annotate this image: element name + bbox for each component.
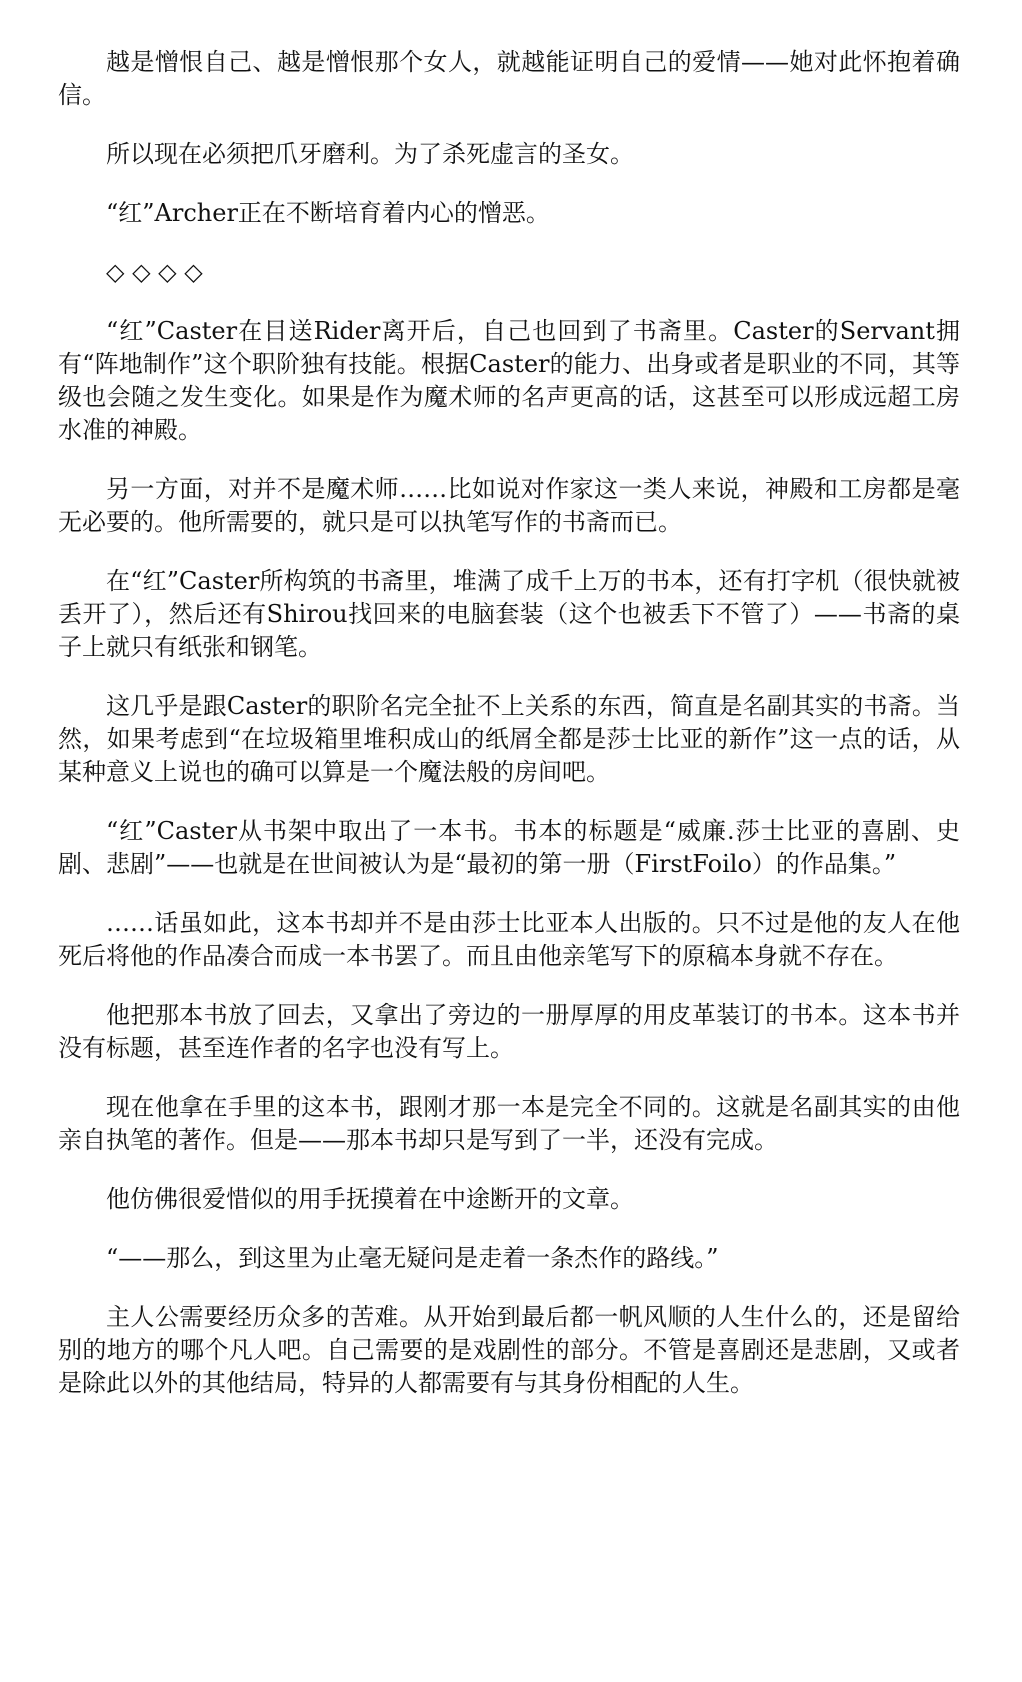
paragraph-2: 所以现在必须把爪牙磨利。为了杀死虚言的圣女。	[106, 140, 634, 168]
paragraph-3: “红”Archer正在不断培育着内心的憎恶。	[106, 199, 550, 227]
paragraph-9: ……话虽如此，这本书却并不是由莎士比亚本人出版的。只不过是他的友人在他死后将他的作品凑合而成一本书罢了。而且由他亲笔写下的原稿本身就不存在。	[58, 909, 960, 970]
paragraph-7: 这几乎是跟Caster的职阶名完全扯不上关系的东西，简直是名副其实的书斋。当然，如果考虑到“在垃圾箱里堆积成山的纸屑全都是莎士比亚的新作”这一点的话，从某种意义上说也的确可以算是一个魔法般的房间吧。	[58, 692, 960, 786]
document-page	[58, 46, 960, 1426]
paragraph-12: 他仿佛很爱惜似的用手抚摸着在中途断开的文章。	[106, 1185, 634, 1213]
paragraph-8: “红”Caster从书架中取出了一本书。书本的标题是“威廉.莎士比亚的喜剧、史剧、悲剧”——也就是在世间被认为是“最初的第一册（FirstFoilo）的作品集。”	[58, 817, 960, 878]
paragraph-1: 越是憎恨自己、越是憎恨那个女人，就越能证明自己的爱情——她对此怀抱着确信。	[58, 48, 960, 109]
paragraph-6: 在“红”Caster所构筑的书斋里，堆满了成千上万的书本，还有打字机（很快就被丢开了），然后还有Shirou找回来的电脑套装（这个也被丢下不管了）——书斋的桌子上就只有纸张和钢笔。	[58, 567, 960, 661]
paragraph-4: “红”Caster在目送Rider离开后，自己也回到了书斋里。Caster的Servant拥有“阵地制作”这个职阶独有技能。根据Caster的能力、出身或者是职业的不同，其等级也会随之发生变化。如果是作为魔术师的名声更高的话，这甚至可以形成远超工房水准的神殿。	[58, 317, 960, 444]
section-divider: ◇ ◇ ◇ ◇	[106, 258, 203, 286]
paragraph-10: 他把那本书放了回去，又拿出了旁边的一册厚厚的用皮革装订的书本。这本书并没有标题，甚至连作者的名字也没有写上。	[58, 1001, 960, 1062]
paragraph-5: 另一方面，对并不是魔术师……比如说对作家这一类人来说，神殿和工房都是毫无必要的。他所需要的，就只是可以执笔写作的书斋而已。	[58, 475, 960, 536]
paragraph-13: “——那么，到这里为止毫无疑问是走着一条杰作的路线。”	[106, 1244, 719, 1272]
paragraph-14: 主人公需要经历众多的苦难。从开始到最后都一帆风顺的人生什么的，还是留给别的地方的哪个凡人吧。自己需要的是戏剧性的部分。不管是喜剧还是悲剧，又或者是除此以外的其他结局，特异的人都需要有与其身份相配的人生。	[58, 1303, 960, 1397]
paragraph-11: 现在他拿在手里的这本书，跟刚才那一本是完全不同的。这就是名副其实的由他亲自执笔的著作。但是——那本书却只是写到了一半，还没有完成。	[58, 1093, 960, 1154]
